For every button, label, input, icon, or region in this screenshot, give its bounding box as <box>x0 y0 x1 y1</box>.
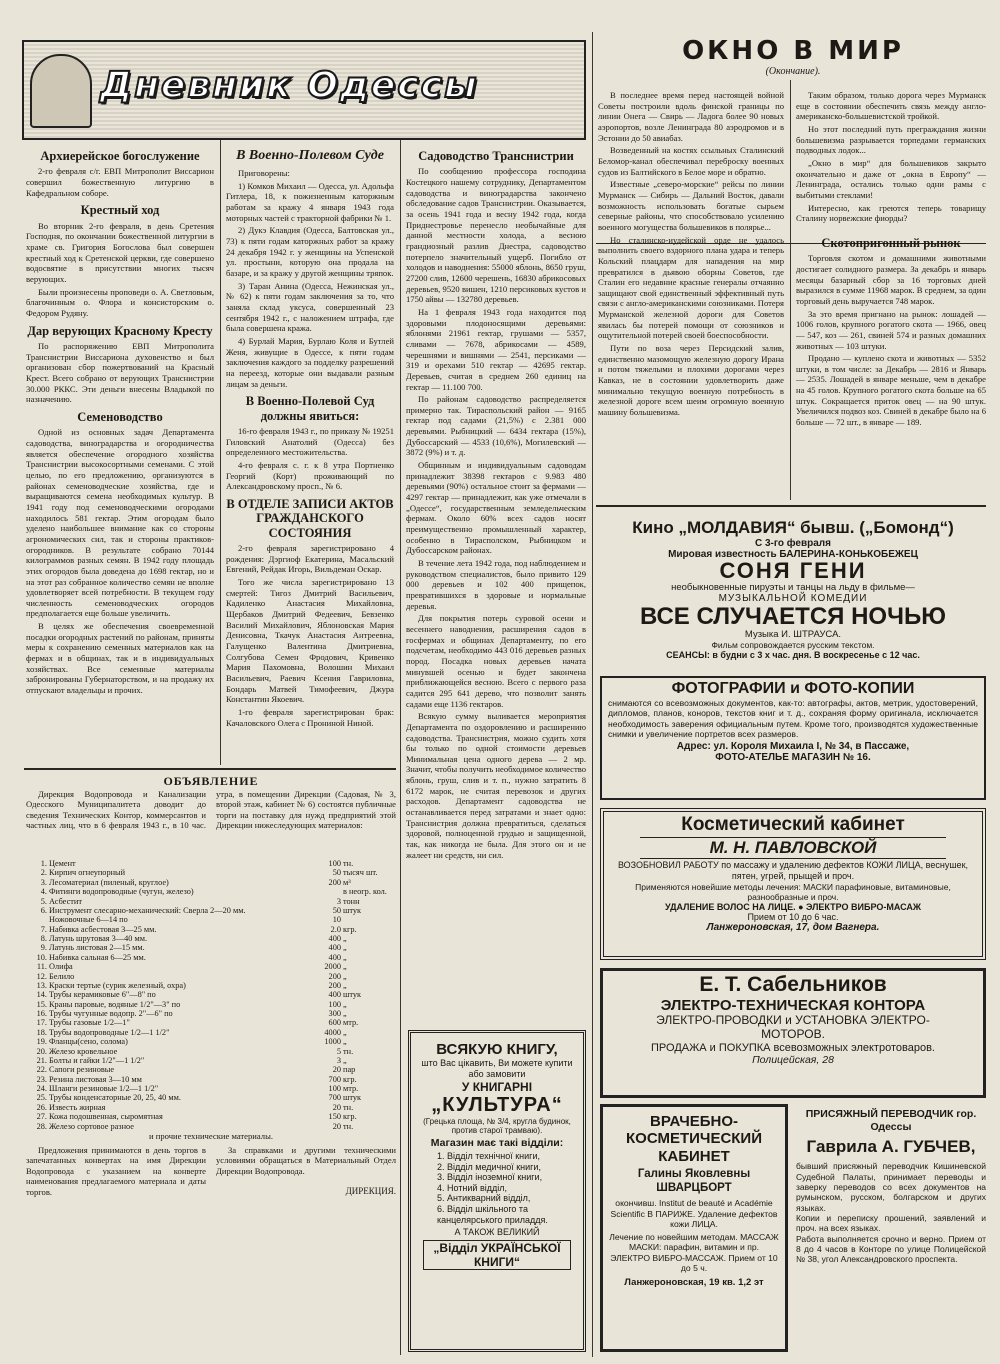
item-name: Цемент <box>49 859 76 868</box>
ad-text: ВОЗОБНОВИЛ РАБОТУ по массажу и удалению дефектов КОЖИ ЛИЦА, веснушек, пятен, угрей, прыщей и проч. <box>617 860 969 881</box>
article-text: 4) Бурлай Мария, Бурлаю Коля и Бутлей Женя, живущие в Одессе, к пяти годам заключения каждого за подделку разрешений на переезд, которые они выдавали разным лицам за деньги. <box>226 335 394 389</box>
item-quantity: 5 <box>336 1046 341 1056</box>
item-number: 12. <box>36 971 47 981</box>
item-name: Набивка асбестовая 3—25 мм. <box>49 924 157 934</box>
table-row <box>26 962 396 971</box>
item-unit: „ <box>343 952 347 962</box>
column-4 <box>598 36 988 506</box>
ad-electro <box>600 968 986 1098</box>
article-text: Того же числа зарегистрировано 13 смертей: Тигоз Дмитрий Васильевич, Кадиленко Анастасия Михайловна, Щербаков Дмитрий Федеевич, Бевзенко Василий Михайлович, Яблоновская Мария Денисовна, Ткачук Анастасия Антреевна, Галущенко Валентина Дмитриевна, Солгубова Семен Фродович, Кривенко Мария Пахомовна, Волошин Михаил Васильевич, Раевич Ксения Гавриловна, Бондарь Матвей Тимофеевич, Джура Константин Якоевич. <box>226 577 394 705</box>
masthead-emblem <box>30 54 92 128</box>
article-title: В ОТДЕЛЕ ЗАПИСИ АКТОВ ГРАЖДАНСКОГО СОСТОЯНИЯ <box>226 496 394 540</box>
ad-heading: Е. Т. Сабельников <box>699 973 887 996</box>
article-text: Были произнесены проповеди о. А. Светловым, благочинным о. Флора и консисторским о. Федором Рудяну. <box>26 286 214 318</box>
table-row <box>26 1056 396 1065</box>
ad-text: Музыка И. ШТРАУСА. <box>744 629 842 641</box>
item-number: 8. <box>40 934 47 943</box>
item-quantity: 2000 <box>324 962 341 972</box>
item-quantity: 150 <box>328 1112 341 1122</box>
item-unit: штук <box>343 905 362 915</box>
item-unit: кгр. <box>343 1112 357 1122</box>
ad-text: ЭЛЕКТРО-ПРОВОДКИ и УСТАНОВКА ЭЛЕКТРО-МОТОРОВ. <box>656 1013 930 1041</box>
table-row <box>26 1084 396 1093</box>
item-name: Латунь шрутовая 3—40 мм. <box>49 934 148 943</box>
table-row <box>26 859 396 868</box>
table-row <box>26 953 396 962</box>
ad-text: што Вас цікавить, Ви можете купити або замовити <box>421 1058 573 1079</box>
article-title: Скотопригонный рынок <box>821 235 961 250</box>
item-quantity: 400 <box>328 990 341 1000</box>
item-quantity: 300 <box>328 1009 341 1018</box>
article-subtitle: (Окончание). <box>765 66 821 77</box>
item-quantity: 3 <box>336 1055 341 1065</box>
ad-text: А ТАКОЖ ВЕЛИКИЙ <box>454 1227 540 1238</box>
item-number: 1. <box>40 859 47 868</box>
article-text: 2) Дукэ Клавдия (Одесса, Балтовская ул., 73) к пяти годам каторжных работ за кражу 24 декабря 1942 г. у женщины на Успенской ул. простыни, которую она продала на базаре, и за кражу у другой женщины тряпок. <box>226 225 394 278</box>
cinema-title: Кино „МОЛДАВИЯ“ бывш. („Бомонд“) <box>632 518 954 537</box>
item-quantity: 400 <box>328 943 341 953</box>
ad-text: „Відділ УКРАЇНСЬКОЇ КНИГИ“ <box>423 1240 571 1270</box>
item-unit: штук <box>343 1093 362 1103</box>
ad-address: Ланжероновская, 17, дом Вагнера. <box>706 921 880 933</box>
table-row <box>26 1009 396 1018</box>
ad-text: Лечение по новейшим методам. МАССАЖ МАСКИ: парафин, витамин и пр. ЭЛЕКТРО ВИБРО-МАССАЖ. Прием от 10 до 5 ч. <box>609 1231 779 1274</box>
item-unit: мтр. <box>343 1018 359 1028</box>
item-quantity: 100 <box>328 999 341 1009</box>
list-item: 6. Відділ шкільного та канцелярського приладдя. <box>437 1204 548 1225</box>
item-name: Краски тертые (сурик железный, охра) <box>49 980 186 990</box>
item-unit: пар <box>343 1065 356 1075</box>
table-row <box>26 972 396 981</box>
ad-text: Мировая известность БАЛЕРИНА-КОНЬКОБЕЖЕЦ <box>668 549 918 560</box>
article-title: ОКНО В МИР <box>682 36 904 66</box>
article-text: Интересно, как греются теперь товарищу Сталину норвежские фиорды? <box>796 202 986 224</box>
ad-heading: ФОТОГРАФИИ и ФОТО-КОПИИ <box>671 680 915 697</box>
table-row <box>26 1000 396 1009</box>
ad-text: ПРОДАЖА и ПОКУПКА всевозможных электротоваров. <box>651 1041 935 1054</box>
item-name: Латунь листовая 2—15 мм. <box>49 943 145 953</box>
item-number: 26. <box>36 1102 47 1112</box>
item-unit: тн. <box>343 859 354 868</box>
item-unit: тн. <box>343 1102 354 1112</box>
item-unit: мтр. <box>343 1084 359 1093</box>
item-name: Шланги резиновые 1/2—1 1/2" <box>49 1084 159 1093</box>
item-quantity: 700 <box>328 1074 341 1084</box>
article-title: Крестный ход <box>80 203 160 218</box>
article-text: По районам садоводство распределяется примерно так. Тираспольский район — 9165 гектар под садами (21,5%) с 2.381 000 деревьями. Рыбницкий — 6434 гектара (15%), Дубоссарский — 4533 (10,6%), Могилевский — 3872 (9%) и т. д. <box>406 394 586 458</box>
announcement-title: ОБЪЯВЛЕНИЕ <box>163 774 259 788</box>
item-number: 6. <box>40 905 47 915</box>
item-name: Известь жирная <box>49 1102 106 1112</box>
list-item: 5. Антикварний відділ, <box>437 1193 531 1204</box>
list-item: 2. Відділ медичної книги, <box>437 1161 541 1172</box>
item-unit: „ <box>343 980 347 990</box>
table-row <box>26 1112 396 1121</box>
ad-heading: ВРАЧЕБНО-КОСМЕТИЧЕСКИЙ КАБИНЕТ <box>626 1113 762 1165</box>
item-quantity: 20 <box>332 1121 341 1131</box>
item-name: Сапоги резиновые <box>49 1065 115 1075</box>
item-number: 18. <box>36 1027 47 1037</box>
item-name: Фитинги водопроводные (чугун, железо) <box>49 887 194 897</box>
item-quantity: 50 <box>332 868 341 878</box>
item-number: 14. <box>36 990 47 1000</box>
item-unit: „ <box>343 943 347 953</box>
item-name: Олифа <box>49 962 73 972</box>
table-row <box>26 981 396 990</box>
item-number: 3. <box>40 877 47 887</box>
item-number: 2. <box>40 868 47 878</box>
item-name: Фланцы(сено, солома) <box>49 1037 128 1047</box>
item-name: Асбестит <box>49 896 82 906</box>
star-name: СОНЯ ГЕНИ <box>719 558 867 583</box>
list-item: 1. Відділ технічної книги, <box>437 1150 540 1161</box>
item-unit: в неогр. кол. <box>343 887 387 897</box>
table-row <box>26 943 396 952</box>
item-number: 15. <box>36 999 47 1009</box>
article-text: Известные „северо-морские“ рейсы по линии Мурманск — Сибирь — Дальний Восток, давали возможность использовать богатые сырьем северные районы, что способствовало усилению военного могущества большевиков в полярье... <box>598 179 784 232</box>
ad-address: Ланжероновская, 19 кв. 1,2 эт <box>624 1276 764 1288</box>
item-quantity: 20 <box>332 1102 341 1112</box>
ad-bookshop <box>408 1030 586 1352</box>
table-row <box>26 868 396 877</box>
ad-text: Магазин має такі відділи: <box>430 1136 564 1149</box>
ad-owner: Галины Яковлевны ШВАРЦБОРТ <box>637 1167 751 1194</box>
table-row <box>26 1047 396 1056</box>
article-text: 2-го февраля с/г. ЕВП Митрополит Виссарион совершил божественную литургию в Кафедральном соборе. <box>26 166 214 198</box>
article-text: Продано — куплено скота и животных — 5352 штуки, в том числе: за Декабрь — 2816 и Январь — 2535. Лошадей в январе меньше, чем в декабре на 45 голов. Крупного рогатого скота больше на 65 штук. Сокращается приток овец — на 90 штук. Увеличился подвоз коз. Свиней в декабре было на 6 больше — 72 шт., в январе — 189. <box>796 353 986 428</box>
item-number: 16. <box>36 1009 47 1018</box>
announcement-intro: Дирекция Водопровода и Канализации Одесского Муниципалитета доводит до сведения Технических Контор, коммерсантов и частных лиц, что в 6 февраля 1943 г., в 10 час. утра, в помещении Дирекции (Садовая, № 3, второй этаж, кабинет № 6) состоятся публичные торги на поставку для нужд предприятий этой Дирекции нижеследующих материалов: <box>26 789 396 831</box>
article-title: Дар верующих Красному Кресту <box>27 323 213 338</box>
article-title: Семеноводство <box>77 409 163 424</box>
list-item: 3. Відділ іноземної книги, <box>437 1172 543 1183</box>
list-item: 4. Нотний відділ, <box>437 1182 507 1193</box>
item-quantity: 400 <box>328 934 341 943</box>
ad-text: необыкновенные пируэты и танцы на льду в фильме— <box>671 582 915 593</box>
article-text: Всякую сумму выливается мероприятия Департамента по оздоровлению и расширению садоводства. Транснистрия, можно судить хотя бы только по одной стоимости деревьев Минимальная цена одного дерева — 2 мр. Значит, чтобы получить необходимое количество яблонь, груш, слив и т. п., нужно затратить 8 6172 марок, не считая перевозок и других расходов. Департамент садоводства не останавливается перед затратами и знает одно: Транснистрия должна превратиться, сделаться здоровой, полноценной грудью и защищенной, так, как никогда не была. Для этого он и не жалеет ни средств, ни сил. <box>406 711 586 860</box>
item-number: 4. <box>40 887 47 897</box>
item-quantity: 400 <box>328 952 341 962</box>
table-row <box>26 934 396 943</box>
materials-table <box>26 859 396 1131</box>
ad-text: бывший присяжный переводчик Кишиневской Судебной Палаты, принимает переводы и заверку переводов со всех документов на румынском, русском, болгарском и других языках. <box>796 1161 986 1213</box>
item-quantity: 200 <box>328 877 341 887</box>
ad-text: Фильм сопровождается русским текстом. <box>711 640 875 651</box>
ad-cosmetic <box>600 808 986 960</box>
announcement-text: Предложения принимаются в день торгов в запечатанных конвертах на имя Дирекции Водопровода с указанием на конверте наименования предлагаемого материала и даты торгов. <box>26 1144 206 1197</box>
article-text: Приговорены: <box>238 168 290 179</box>
item-unit: „ <box>343 971 347 981</box>
ad-owner: М. Н. ПАВЛОВСКОЙ <box>640 837 946 859</box>
article-title: Садоводство Транснистрии <box>418 149 574 163</box>
item-unit: штук <box>343 990 362 1000</box>
item-number: 24. <box>36 1084 47 1093</box>
item-name: Белило <box>49 971 75 981</box>
ad-photo <box>600 676 986 800</box>
item-number: 20. <box>36 1046 47 1056</box>
ad-text: Работа выполняется срочно и верно. Прием от 8 до 4 часов в Конторе по улице Полицейской № 38, угол Александровского проспекта. <box>796 1233 986 1265</box>
masthead-title: Дневник Одессы <box>100 65 479 106</box>
ad-address: Адрес: ул. Короля Михаила I, № 34, в Пассаже, <box>676 741 910 753</box>
article-text: „Окно в мир“ для большевиков закрыто окончательно и даже от „окна в Европу“ — Ленинграда, остались только одни рамы с выбитыми стеклами! <box>796 157 986 200</box>
item-quantity: 1000 <box>324 1037 341 1047</box>
item-name: Трубы керамиковые 6"—8" по <box>49 990 156 1000</box>
item-number <box>26 915 48 924</box>
article-text: Пути по воза через Персидский залив, единственно мазомощую железную дорогу Ирана и потом тяжелыми и плохими дорогами через Кавказ, не в состоянии удовлетворить даже минимально текущую военную потребность в железной дороге всем шеим огромную военную машину большевизма. <box>598 343 784 418</box>
article-text: 2-го февраля зарегистрировано 4 рождения: Дэргиоф Екатерина, Масальский Евгений, Рейдак Игорь, Вильдеман Оскар. <box>226 543 394 575</box>
table-row <box>26 897 396 906</box>
ad-text: снимаются со всевозможных документов, как-то: автографы, актов, метрик, удостоверений, дипломов, планов, коноров, текстов книг и т. д., сохраняя форму оригинала, исключается необходимость заверения официальным путем. Кроме того, производятся художественные снимки и увеличение портретов всех размеров. <box>608 698 978 739</box>
article-text: Таким образом, только дорога через Мурманск еще в состоянии обеспечить связь между англо-американско-большевистской тройкой. <box>796 90 986 122</box>
film-title: ВСЕ СЛУЧАЕТСЯ НОЧЬЮ <box>640 603 946 630</box>
article-title: В Военно-Полевом Суде <box>236 148 384 163</box>
item-number: 25. <box>36 1093 47 1103</box>
item-quantity: 200 <box>328 971 341 981</box>
ad-heading: ПРИСЯЖНЫЙ ПЕРЕВОДЧИК гор. Одессы <box>805 1108 977 1133</box>
item-number: 11. <box>36 962 47 972</box>
table-row <box>26 915 396 924</box>
item-name: Трубы чугунные водопр. 2"—6" по <box>49 1009 173 1018</box>
ad-text: СЕАНСЫ: в будни с 3 х час. дня. В воскресенье с 12 час. <box>666 650 920 661</box>
ad-text: У КНИГАРНІ <box>461 1079 533 1094</box>
ad-text: ЭЛЕКТРО-ТЕХНИЧЕСКАЯ КОНТОРА <box>660 997 926 1014</box>
item-name: Железо кровельное <box>49 1046 118 1056</box>
item-quantity: 20 <box>332 1065 341 1075</box>
item-quantity <box>310 887 342 896</box>
ad-text: МУЗЫКАЛЬНОЙ КОМЕДИИ <box>718 593 868 604</box>
table-row <box>26 878 396 887</box>
item-unit: тн. <box>343 1046 354 1056</box>
item-unit: „ <box>343 962 347 972</box>
item-unit: „ <box>343 1055 347 1065</box>
table-row <box>26 906 396 915</box>
item-quantity: 2.0 <box>330 924 341 934</box>
ad-text: Применяются новейшие методы лечения: МАСКИ парафиновые, витаминовые, разнообразные и проч. <box>635 881 951 902</box>
item-unit: тн. <box>343 1121 354 1131</box>
article-text: 1-го февраля зарегистрирован брак: Качаловского Олега с Прониной Ниной. <box>226 706 394 728</box>
table-row <box>26 1075 396 1084</box>
item-unit: „ <box>343 1027 347 1037</box>
item-number: 28. <box>36 1121 47 1131</box>
table-row <box>26 1103 396 1112</box>
ad-text: УДАЛЕНИЕ ВОЛОС НА ЛИЦЕ. ● ЭЛЕКТРО ВИБРО-МАСАЖ <box>664 901 922 912</box>
ad-cinema <box>598 518 988 670</box>
article-text: 16-го февраля 1943 г., по приказу № 19251 Гиловский Анатолий (Одесса) без определенного местожительства. <box>226 425 394 458</box>
item-unit: кгр. <box>343 1074 357 1084</box>
table-row <box>26 1037 396 1046</box>
article-text: В последнее время перед настоящей войной Советы построили вдоль финской границы по линии Онега — Свирь — Ладога более 90 новых аэропортов, возле Ленинграда 80 аэродромов и в Эстонии до 50 авиабаз. <box>598 90 784 143</box>
article-text: В целях же обеспечения своевременной посадки огородных растений по районам, приняты меры к сохранению семенных материалов как на фермах и в общинах, так и в индивидуальных хозяйствах. Все семенные материалы забронированы Губернаторством, и на продажу их отпускают владельцы и прочих. <box>26 621 214 696</box>
item-name: Трубы газовые 1/2—1" <box>49 1018 130 1028</box>
article-text: На 1 февраля 1943 года находится под здоровыми плодоносящими деревьями: яблонями 21961 гектар, грушами — 5357, сливами — 7678, абрикосами — 4589, черешнями и вишнями — 2541, персиками — 319 и орехами 510 гектар — 42695 гектар. Деревьев, считая в среднем 260 единиц на гектар — 11.100 700. <box>406 306 586 392</box>
item-number: 5. <box>40 896 47 906</box>
item-quantity: 100 <box>328 1084 341 1093</box>
ad-heading: ВСЯКУЮ КНИГУ, <box>436 1041 558 1058</box>
article-text: 3) Таран Анина (Одесса, Нежинская ул., № 62) к пяти годам заключения за то, что заняла склад уксуса, совершенный 23 сентября 1942 г., с наложением штрафа, где была совершена кража. <box>226 280 394 334</box>
item-number: 13. <box>36 980 47 990</box>
item-unit: м³ <box>343 877 351 887</box>
ad-medical-cosmetic <box>600 1104 788 1352</box>
ad-heading: Косметический кабинет <box>681 814 905 835</box>
item-quantity: 4000 <box>324 1027 341 1037</box>
article-text: В течение лета 1942 года, под наблюдением и руководством специалистов, было привито 129 000 деревьев и 102 400 прищепок, превратившихся в здоровые и нормальные деревья. <box>406 558 586 611</box>
item-unit: „ <box>343 934 347 943</box>
item-number: 7. <box>40 924 47 934</box>
table-row <box>26 1028 396 1037</box>
item-quantity: 100 <box>328 859 341 868</box>
item-unit: тонн <box>343 896 360 906</box>
item-name: Лесоматериал (пиленый, круглое) <box>49 877 169 887</box>
ad-text: окончивш. Institut de beauté и Académie Scientific В ПАРИЖЕ. Удаление дефектов кожи ЛИЦА. <box>610 1198 778 1230</box>
item-number: 9. <box>40 943 47 953</box>
article-text: Но этот последний путь преграждания жизни большевизма разрывается торпедами германских подводных лодок... <box>796 123 986 156</box>
column-3 <box>406 144 586 1144</box>
item-name: Краны паровые, водяные 1/2"—3" по <box>49 999 181 1009</box>
article-text: Во вторник 2-го февраля, в день Сретения Господня, по окончании божественной литургии в храме св. Григория Богослова был совершен крестный ход к Сретенской церкви, где совершено водосвятие в присутствии многих тысяч верующих. <box>26 220 214 284</box>
item-name: Инструмент слесарно-механический: Сверла 2—20 мм. <box>49 905 246 915</box>
announcement-signature: ДИРЕКЦИЯ. <box>345 1186 396 1197</box>
ad-text: Прием от 10 до 6 час. <box>747 911 839 922</box>
item-unit: „ <box>343 1009 347 1018</box>
article-text: Общинным и индивидуальным садоводам принадлежит 38398 гектаров с 9.983 480 деревьями (90%) остальное стоит за фермами — 4297 гектар — принадлежит, как уже отмечали в „Одессе“, государственным земледельческим фермам. Около 60% всех садов носят преимущественно промышленный характер, особенно в Тирасполском, Рыбницком и Дубоссарском районах. <box>406 460 586 556</box>
ad-translator <box>796 1108 986 1354</box>
shop-name: „КУЛЬТУРА“ <box>431 1093 563 1116</box>
announcement <box>26 774 396 1354</box>
article-title: Архиерейское богослужение <box>40 149 200 163</box>
ad-text: (Грецька площа, № 3/4, кругла будинок, против старої трамваю). <box>423 1116 571 1135</box>
item-quantity: 50 <box>332 905 341 915</box>
item-quantity: 700 <box>328 1093 341 1103</box>
item-unit: кгр. <box>343 924 357 934</box>
column-1 <box>26 144 214 764</box>
table-row <box>26 1093 396 1102</box>
item-quantity: 200 <box>328 980 341 990</box>
item-unit: „ <box>343 999 347 1009</box>
column-2 <box>226 144 394 764</box>
item-name: Кирпич огнеупорный <box>49 868 126 878</box>
item-name: Набивка сальная 6—25 мм. <box>49 952 146 962</box>
article-text: Возведенный на костях ссыльных Сталинский Беломор-канал обеспечивал переброску военных судов из Балтийского в Белое море и обратно. <box>598 145 784 177</box>
announcement-text: и прочие технические материалы. <box>149 1130 273 1141</box>
article-text: Для покрытия потерь суровой осени и весеннего наводнения, расширения садов в госфермах и общинах Департаменту, по его подсчетам, необходимо 443 016 деревьев разных пород. Посадка новых деревьев начата минувшей осенью и будет закончена приближающейся весною. Всего с первого раза садится 295 641 дерево, что позволит занять садами еще 1136 гектаров. <box>406 613 586 709</box>
item-quantity: 10 <box>332 915 341 925</box>
item-name: Кожа подошвенная, сыромятная <box>49 1112 163 1122</box>
article-text: 1) Комков Михаил — Одесса, ул. Адольфа Гитлера, 18, к пожизненным каторжным работам за кражу 4 января 1943 года моторных частей с тракторной фабрики № 1. <box>226 180 394 223</box>
item-number: 21. <box>36 1055 47 1065</box>
ad-text: ФОТО-АТЕЛЬЕ МАГАЗИН № 16. <box>715 752 871 764</box>
item-quantity: 600 <box>328 1018 341 1028</box>
article-title: В Военно-Полевой Суд должны явиться: <box>245 394 375 423</box>
ad-text: С 3-го февраля <box>755 538 831 549</box>
table-row <box>26 1065 396 1074</box>
announcement-text: За справками и другими техническими условиями обращаться в Материальный Отдел Дирекции Водопровода. <box>216 1144 396 1176</box>
sections-list <box>437 1151 577 1225</box>
item-number: 19. <box>36 1037 47 1047</box>
table-row <box>26 925 396 934</box>
item-unit: тысяч шт. <box>343 868 378 878</box>
article-text: 4-го февраля с. г. к 8 утра Портненко Георгий (Корт) проживающий по Александровскому просп., № 6. <box>226 459 394 492</box>
article-text: Торговля скотом и домашними животными достигает солидного размера. За декабрь и январь месяцы базарный сбор за 16 торговых дней выразился в сумме 11968 марок. В среднем, за один торговый день выручается 748 марок. <box>796 253 986 306</box>
item-unit: „ <box>343 1037 347 1047</box>
ad-name: Гаврила А. ГУБЧЕВ, <box>806 1137 976 1157</box>
masthead <box>22 40 590 140</box>
table-row <box>26 887 396 896</box>
table-row <box>26 990 396 999</box>
ad-text: Копии и переписку прошений, заявлений и проч. на всех языках. <box>796 1212 986 1234</box>
item-name: Резина листовая 3—10 мм <box>49 1074 142 1084</box>
item-unit <box>342 915 396 924</box>
item-number: 17. <box>36 1018 47 1028</box>
article-text: Одной из основных задач Департамента садоводства, виноградарства и огородничества является обеспечение огородного хозяйства Транснистрии высокосортными семенами. С этой целью, по его предложению, организуются в районах семеноводческие хозяйства, где и выращиваются семена необходимых культур. В 1941 году под семеноводческими огородами находилось 581 гектар. Этим огородам было уделено наибольшее внимание как со стороны агрономических сил, так и стороны практиков-огородников. В результате собрано 70144 килограммов разных семян. В 1942 году площадь этих огородов была доведена до 1698 гектар, но и на этот раз собранное количество семян не вполне удовлетворяет всей потребности. В текущем году численность семеноводческих огородов предполагается еще больше увеличить. <box>26 427 214 619</box>
item-name: Трубы конденсаторные 20, 25, 40 мм. <box>49 1093 181 1103</box>
table-row <box>26 1122 396 1131</box>
table-row <box>26 1018 396 1027</box>
ad-address: Полицейская, 28 <box>752 1054 834 1067</box>
article-text: За это время пригнано на рынок: лошадей — 1006 голов, крупного рогатого скота — 1966, овец — 547, коз — 261, свиней 574 и разных домашних животных — 103 штуки. <box>796 308 986 351</box>
item-quantity: 3 <box>336 896 341 906</box>
item-number: 22. <box>36 1065 47 1075</box>
item-name: Трубы водопроводные 1/2—1 1/2" <box>49 1027 170 1037</box>
item-name: Железо сортовое разное <box>49 1121 134 1131</box>
article-text: По распоряжению ЕВП Митрополита Транснистрии Виссариона духовенство и был организован сбор пожертвований на Красный Крест. Всего собрано от верующих Транснистрии 30.000 РККС. Эти деньги внесены Владыкой по назначению. <box>26 341 214 405</box>
item-number: 10. <box>36 952 47 962</box>
article-text: По сообщению профессора господина Костецкого нашему сотруднику, Департаментом садоводства и виноградарства закончено обследование садов Транснистрии. Оказывается, за осень 1941 года и весну 1942 года, когда Приднестровье перенесло необычайные для данной местности холода, а весною грандиозный разлив Днестра, садоводство потерпело значительный ущерб. Погибло от холодов и наводнения: 55000 яблонь, 8650 груш, 27200 слив, 12600 черешень, 16830 абрикосовых деревьев, 9520 вишен, 1210 персиковых кустов и 1750 айвы — 132780 деревьев. <box>406 166 586 305</box>
article-text: Но сталинско-иудейской орде не удалось выполнить своего вздорного плана удара и теперь Кольский плацдарм для нападения на мир превратился в дьявою оборны Советов, где Сталин его недавние красные генералы отчаянно защищают свой единственный эффективный путь связи с англо-американскими союзниками. Потеря Мурманской железной дороги для Советов явилась бы потерей помощи от союзников и ощутительной потерей своей боеспособности. <box>598 234 784 341</box>
item-number: 23. <box>36 1074 47 1084</box>
item-name: Болты и гайки 1/2"—1 1/2" <box>49 1055 145 1065</box>
item-number: 27. <box>36 1112 47 1122</box>
item-name: Ножовочные 6—14 по <box>49 915 128 925</box>
